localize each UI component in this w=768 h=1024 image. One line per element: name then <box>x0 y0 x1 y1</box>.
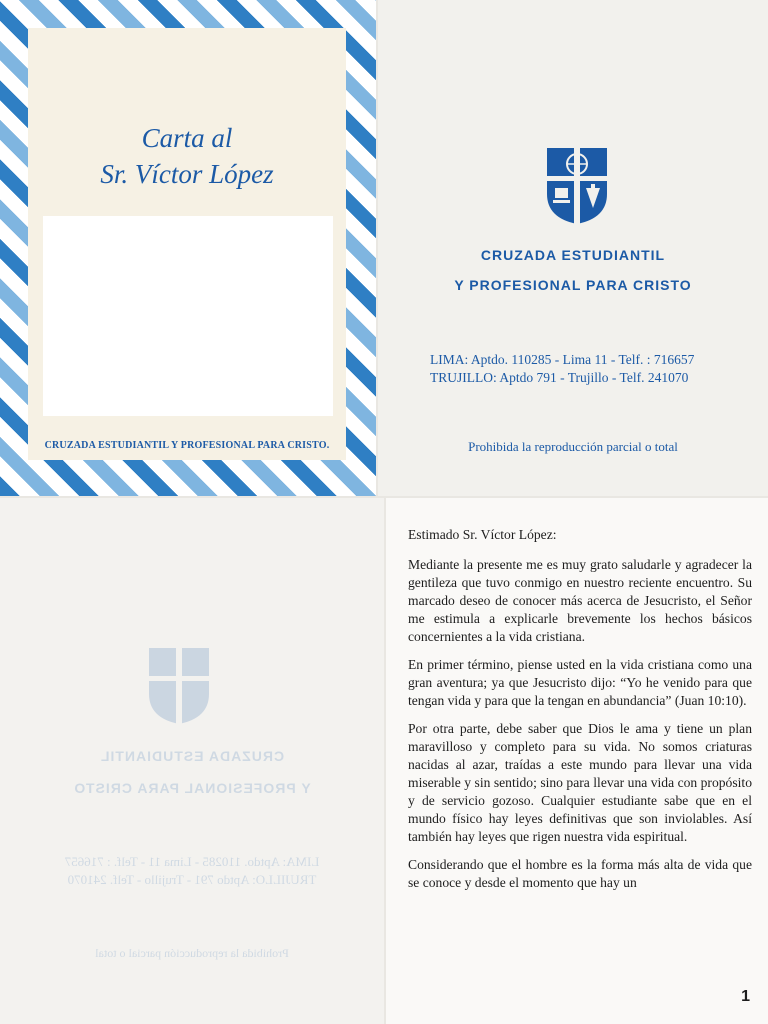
letter-paragraph: Por otra parte, debe saber que Dios le ama y tiene un plan maravilloso y completo para su vida. No somos criaturas nacidas al azar, traídas a este mundo para llevar una vida miserable y sin sentido; sino para llevar una vida con propósito y de servicio gozoso. Cualquier estudiante sabe que en el mundo físico hay leyes definitivas que son inviolables. Así también hay leyes que rigen nuestra vida espiritual. <box>408 721 752 844</box>
address-trujillo: TRUJILLO: Aptdo 791 - Trujillo - Telf. 241070 <box>430 370 689 385</box>
letter-paragraph: Mediante la presente me es muy grato saludarle y agradecer la gentileza que tuvo conmigo en nuestro reciente encuentro. Su marcado deseo de conocer más acerca de Jesucristo, el Señor me estimula a explicarle brevemente los hechos básicos concernientes a la vida cristiana. <box>408 557 752 644</box>
faded-address-trujillo: TRUJILLO: Aptdo 791 - Trujillo - Telf. 241070 <box>67 872 317 887</box>
faded-notice: Prohibida la reproducción parcial o total <box>95 946 289 960</box>
letter-paragraph: En primer término, piense usted en la vida cristiana como una gran aventura; ya que Jesucristo dijo: “Yo he venido para que tengan vida y para que la tengan en abundancia” (Juan 10:10). <box>408 657 752 708</box>
faded-crest-icon <box>146 646 212 726</box>
address-lima: LIMA: Aptdo. 110285 - Lima 11 - Telf. : 716657 <box>430 352 695 367</box>
cover-title-line1: Carta al <box>141 123 233 153</box>
back-cover <box>378 0 768 496</box>
envelope-window <box>43 216 333 416</box>
letter-cover <box>0 0 376 496</box>
org-name-line1: CRUZADA ESTUDIANTIL <box>480 247 666 263</box>
page-number: 1 <box>741 988 750 1005</box>
reproduction-notice: Prohibida la reproducción parcial o total <box>468 439 678 454</box>
letter-body <box>408 526 752 902</box>
cover-title-line2: Sr. Víctor López <box>100 159 274 189</box>
faded-address-lima: LIMA: Aptdo. 110285 - Lima 11 - Telf. : 716657 <box>64 854 320 869</box>
letter-page <box>386 498 768 1024</box>
cover-paper <box>28 28 346 436</box>
letter-paragraph: Considerando que el hombre es la forma más alta de vida que se conoce y desde el momento que hay un <box>408 857 752 890</box>
cover-footer-text: CRUZADA ESTUDIANTIL Y PROFESIONAL PARA CRISTO. <box>44 440 330 451</box>
faded-reverse-page <box>0 498 384 1024</box>
crest-icon <box>544 146 610 226</box>
letter-greeting: Estimado Sr. Víctor López: <box>408 527 557 542</box>
faded-org-line1: CRUZADA ESTUDIANTIL <box>99 748 285 764</box>
faded-org-line2: Y PROFESIONAL PARA CRISTO <box>73 780 311 796</box>
cover-title <box>28 120 346 192</box>
org-name-line2: Y PROFESIONAL PARA CRISTO <box>454 277 692 293</box>
